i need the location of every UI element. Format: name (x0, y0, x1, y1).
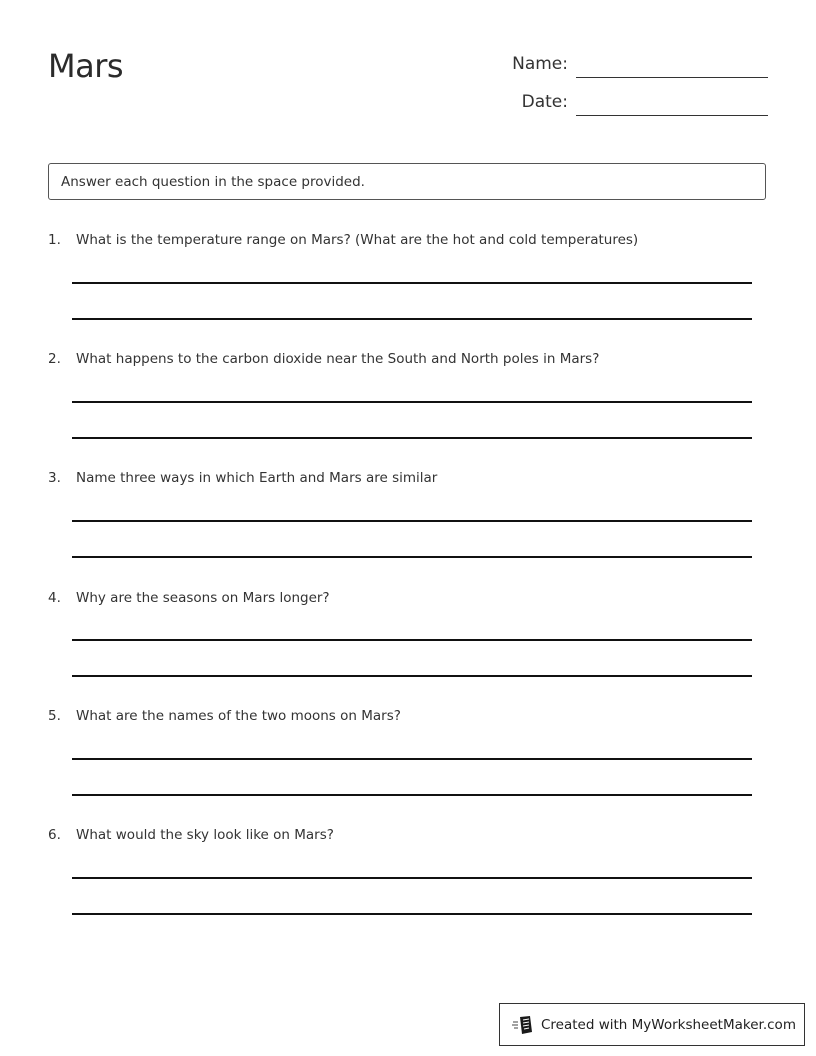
footer-badge[interactable] (499, 1003, 805, 1046)
question-text: Why are the seasons on Mars longer? (76, 590, 330, 606)
question-text: What would the sky look like on Mars? (76, 827, 334, 843)
question-number: 4. (48, 590, 61, 606)
question-number: 5. (48, 708, 61, 724)
answer-line[interactable] (72, 282, 752, 284)
answer-line[interactable] (72, 639, 752, 641)
answer-line[interactable] (72, 758, 752, 760)
date-field (470, 86, 768, 116)
name-label: Name: (512, 54, 568, 74)
answer-line[interactable] (72, 556, 752, 558)
question-text: What are the names of the two moons on Mars? (76, 708, 401, 724)
footer-text: Created with MyWorksheetMaker.com (541, 1017, 796, 1033)
date-label: Date: (521, 92, 568, 112)
name-field (470, 48, 768, 78)
answer-line[interactable] (72, 437, 752, 439)
answer-line[interactable] (72, 877, 752, 879)
answer-line[interactable] (72, 913, 752, 915)
answer-line[interactable] (72, 318, 752, 320)
question-number: 2. (48, 351, 61, 367)
answer-line[interactable] (72, 520, 752, 522)
name-input-line[interactable] (576, 77, 768, 78)
answer-line[interactable] (72, 675, 752, 677)
question-text: What happens to the carbon dioxide near the South and North poles in Mars? (76, 351, 600, 367)
instructions-text: Answer each question in the space provided. (61, 174, 365, 190)
answer-line[interactable] (72, 794, 752, 796)
question-text: Name three ways in which Earth and Mars are similar (76, 470, 438, 486)
question-number: 3. (48, 470, 61, 486)
instructions-box (48, 163, 766, 200)
date-input-line[interactable] (576, 115, 768, 116)
answer-line[interactable] (72, 401, 752, 403)
worksheet-title: Mars (48, 47, 124, 85)
question-number: 6. (48, 827, 61, 843)
question-text: What is the temperature range on Mars? (What are the hot and cold temperatures) (76, 232, 639, 248)
question-number: 1. (48, 232, 61, 248)
worksheet-maker-logo-icon (512, 1015, 536, 1035)
